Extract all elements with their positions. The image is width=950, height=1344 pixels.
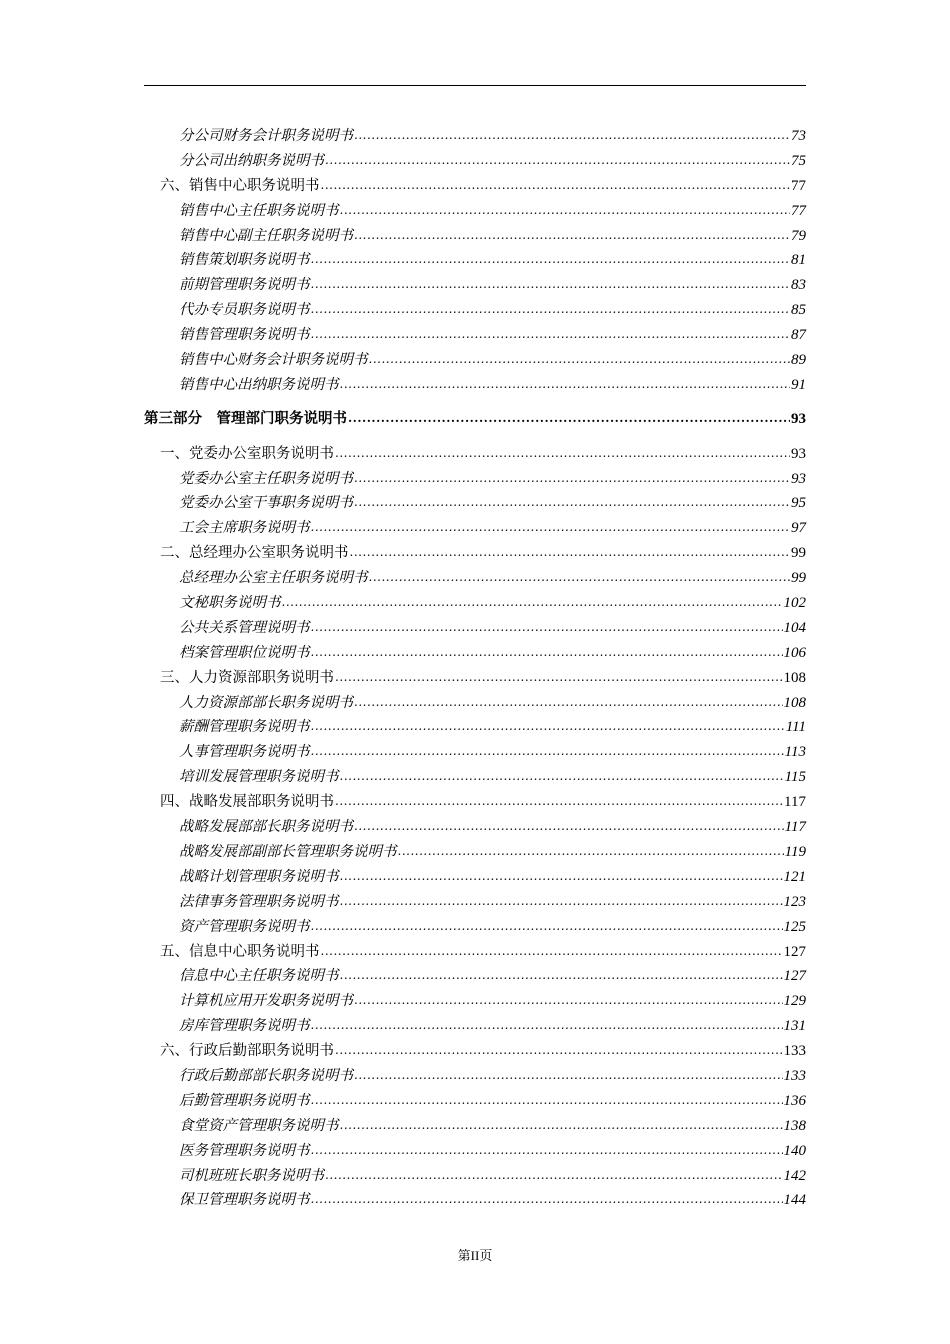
toc-entry-label: 人事管理职务说明书 bbox=[179, 744, 310, 761]
toc-page-number: 106 bbox=[783, 644, 806, 661]
toc-entry-label: 工会主席职务说明书 bbox=[179, 520, 310, 537]
toc-page-number: 91 bbox=[791, 376, 806, 393]
toc-dot-leader bbox=[369, 565, 791, 590]
toc-entry-label: 司机班班长职务说明书 bbox=[179, 1167, 324, 1184]
toc-entry-label: 房库管理职务说明书 bbox=[179, 1018, 310, 1035]
page-number-label: 第II页 bbox=[457, 1248, 493, 1263]
toc-dot-leader bbox=[354, 466, 790, 491]
toc-page-number: 102 bbox=[783, 595, 806, 612]
toc-page-number: 133 bbox=[783, 1043, 806, 1060]
toc-section-entry[interactable] bbox=[144, 666, 806, 691]
toc-dot-leader bbox=[340, 198, 791, 223]
toc-dot-leader bbox=[311, 1138, 783, 1163]
toc-subsection-entry[interactable] bbox=[144, 691, 806, 716]
toc-entry-label: 二、总经理办公室职务说明书 bbox=[160, 545, 349, 562]
toc-entry-label: 培训发展管理职务说明书 bbox=[179, 769, 339, 786]
toc-section-entry[interactable] bbox=[144, 174, 806, 199]
toc-page-number: 115 bbox=[784, 769, 806, 786]
toc-subsection-entry[interactable] bbox=[144, 124, 806, 149]
toc-subsection-entry[interactable] bbox=[144, 491, 806, 516]
toc-entry-label: 一、党委办公室职务说明书 bbox=[160, 445, 334, 462]
toc-entry-label: 计算机应用开发职务说明书 bbox=[179, 993, 353, 1010]
toc-subsection-entry[interactable] bbox=[144, 840, 806, 865]
toc-entry-label: 销售管理职务说明书 bbox=[179, 327, 310, 344]
toc-entry-label: 行政后勤部部长职务说明书 bbox=[179, 1067, 353, 1084]
toc-entry-label: 法律事务管理职务说明书 bbox=[179, 893, 339, 910]
toc-page-number: 127 bbox=[783, 943, 806, 960]
toc-subsection-entry[interactable] bbox=[144, 224, 806, 249]
toc-subsection-entry[interactable] bbox=[144, 248, 806, 273]
toc-entry-label: 分公司财务会计职务说明书 bbox=[179, 128, 353, 144]
toc-page-number: 99 bbox=[791, 545, 806, 562]
toc-page-number: 136 bbox=[783, 1092, 806, 1109]
toc-subsection-entry[interactable] bbox=[144, 765, 806, 790]
toc-dot-leader bbox=[369, 347, 791, 372]
toc-dot-leader bbox=[350, 540, 791, 565]
toc-entry-label: 五、信息中心职务说明书 bbox=[160, 943, 320, 960]
toc-page-number: 108 bbox=[783, 669, 806, 686]
toc-entry-label: 销售中心主任职务说明书 bbox=[179, 202, 339, 219]
toc-subsection-entry[interactable] bbox=[144, 199, 806, 224]
toc-dot-leader bbox=[311, 640, 783, 665]
toc-subsection-entry[interactable] bbox=[144, 149, 806, 174]
toc-page-number: 144 bbox=[783, 1192, 806, 1209]
toc-dot-leader bbox=[354, 223, 790, 248]
toc-dot-leader bbox=[311, 322, 791, 347]
toc-page-number: 75 bbox=[791, 152, 806, 169]
toc-subsection-entry[interactable] bbox=[144, 1139, 806, 1164]
toc-part-heading[interactable] bbox=[144, 407, 806, 432]
toc-subsection-entry[interactable] bbox=[144, 989, 806, 1014]
toc-page-number: 119 bbox=[784, 843, 806, 860]
toc-subsection-entry[interactable] bbox=[144, 1188, 806, 1213]
toc-dot-leader bbox=[311, 297, 791, 322]
toc-dot-leader bbox=[354, 988, 783, 1013]
toc-page-number: 113 bbox=[784, 744, 806, 761]
toc-subsection-entry[interactable] bbox=[144, 715, 806, 740]
toc-entry-label: 销售中心副主任职务说明书 bbox=[179, 227, 353, 244]
toc-section-entry[interactable] bbox=[144, 442, 806, 467]
toc-dot-leader bbox=[354, 1063, 783, 1088]
toc-section-entry[interactable] bbox=[144, 940, 806, 965]
toc-dot-leader bbox=[354, 814, 784, 839]
toc-dot-leader bbox=[321, 173, 791, 198]
toc-entry-label: 第三部分 管理部门职务说明书 bbox=[144, 409, 347, 427]
toc-page-number: 117 bbox=[784, 819, 806, 836]
toc-dot-leader bbox=[354, 690, 783, 715]
toc-entry-label: 信息中心主任职务说明书 bbox=[179, 968, 339, 985]
toc-entry-label: 资产管理职务说明书 bbox=[179, 918, 310, 935]
toc-page-number: 81 bbox=[791, 252, 806, 269]
toc-dot-leader bbox=[348, 406, 790, 431]
toc-subsection-entry[interactable] bbox=[144, 467, 806, 492]
toc-entry-label: 销售中心财务会计职务说明书 bbox=[179, 352, 368, 369]
toc-dot-leader bbox=[354, 123, 790, 148]
toc-page-number: 93 bbox=[791, 410, 806, 427]
toc-subsection-entry[interactable] bbox=[144, 616, 806, 641]
toc-entry-label: 档案管理职位说明书 bbox=[179, 644, 310, 661]
toc-entry-label: 分公司出纳职务说明书 bbox=[179, 152, 324, 169]
toc-dot-leader bbox=[335, 789, 783, 814]
toc-dot-leader bbox=[311, 714, 785, 739]
toc-subsection-entry[interactable] bbox=[144, 591, 806, 616]
toc-page-number: 142 bbox=[783, 1167, 806, 1184]
toc-page-number: 104 bbox=[783, 619, 806, 636]
toc-page-number: 111 bbox=[785, 719, 806, 736]
toc-entry-label: 四、战略发展部职务说明书 bbox=[160, 794, 334, 811]
toc-entry-label: 六、销售中心职务说明书 bbox=[160, 177, 320, 194]
toc-dot-leader bbox=[311, 1187, 783, 1212]
toc-dot-leader bbox=[311, 247, 791, 272]
toc-dot-leader bbox=[340, 1113, 783, 1138]
toc-page-number: 99 bbox=[791, 570, 806, 587]
toc-page-number: 123 bbox=[783, 893, 806, 910]
toc-entry-label: 战略计划管理职务说明书 bbox=[179, 868, 339, 885]
toc-dot-leader bbox=[335, 1038, 783, 1063]
toc-dot-leader bbox=[311, 1013, 783, 1038]
toc-subsection-entry[interactable] bbox=[144, 815, 806, 840]
toc-page-number: 133 bbox=[783, 1067, 806, 1084]
toc-subsection-entry[interactable] bbox=[144, 373, 806, 398]
toc-page-number: 73 bbox=[791, 128, 806, 144]
toc-entry-label: 战略发展部副部长管理职务说明书 bbox=[179, 843, 397, 860]
toc-page-number: 85 bbox=[791, 302, 806, 319]
toc-dot-leader bbox=[340, 889, 783, 914]
toc-page-number: 131 bbox=[783, 1018, 806, 1035]
toc-page-number: 79 bbox=[791, 227, 806, 244]
toc-page-number: 117 bbox=[784, 794, 806, 811]
toc-entry-label: 销售中心出纳职务说明书 bbox=[179, 376, 339, 393]
toc-entry-label: 党委办公室干事职务说明书 bbox=[179, 495, 353, 512]
toc-entry-label: 六、行政后勤部职务说明书 bbox=[160, 1043, 334, 1060]
header-rule bbox=[144, 85, 806, 86]
toc-dot-leader bbox=[340, 764, 784, 789]
toc-subsection-entry[interactable] bbox=[144, 890, 806, 915]
toc-page-number: 108 bbox=[783, 694, 806, 711]
toc-dot-leader bbox=[311, 914, 783, 939]
toc-subsection-entry[interactable] bbox=[144, 1014, 806, 1039]
toc-entry-label: 文秘职务说明书 bbox=[179, 595, 281, 612]
toc-entry-label: 总经理办公室主任职务说明书 bbox=[179, 570, 368, 587]
toc-subsection-entry[interactable] bbox=[144, 1114, 806, 1139]
toc-subsection-entry[interactable] bbox=[144, 1164, 806, 1189]
toc-entry-label: 战略发展部部长职务说明书 bbox=[179, 819, 353, 836]
toc-page-number: 97 bbox=[791, 520, 806, 537]
toc-dot-leader bbox=[398, 839, 784, 864]
toc-section-entry[interactable] bbox=[144, 1039, 806, 1064]
toc-subsection-entry[interactable] bbox=[144, 1064, 806, 1089]
toc-dot-leader bbox=[311, 272, 791, 297]
toc-page-number: 127 bbox=[783, 968, 806, 985]
table-of-contents bbox=[144, 124, 806, 1213]
toc-subsection-entry[interactable] bbox=[144, 273, 806, 298]
toc-entry-label: 医务管理职务说明书 bbox=[179, 1142, 310, 1159]
toc-subsection-entry[interactable] bbox=[144, 323, 806, 348]
toc-page-number: 125 bbox=[783, 918, 806, 935]
toc-page-number: 93 bbox=[791, 445, 806, 462]
toc-dot-leader bbox=[321, 939, 783, 964]
toc-page-number: 129 bbox=[783, 993, 806, 1010]
toc-subsection-entry[interactable] bbox=[144, 566, 806, 591]
toc-section-entry[interactable] bbox=[144, 541, 806, 566]
toc-page-number: 77 bbox=[791, 202, 806, 219]
toc-dot-leader bbox=[311, 515, 791, 540]
toc-entry-label: 食堂资产管理职务说明书 bbox=[179, 1117, 339, 1134]
toc-page-number: 138 bbox=[783, 1117, 806, 1134]
toc-dot-leader bbox=[340, 372, 791, 397]
toc-entry-label: 代办专员职务说明书 bbox=[179, 302, 310, 319]
toc-dot-leader bbox=[282, 590, 783, 615]
toc-dot-leader bbox=[335, 665, 783, 690]
toc-dot-leader bbox=[311, 739, 784, 764]
toc-subsection-entry[interactable] bbox=[144, 964, 806, 989]
toc-dot-leader bbox=[354, 490, 790, 515]
toc-page-number: 93 bbox=[791, 470, 806, 487]
toc-subsection-entry[interactable] bbox=[144, 915, 806, 940]
toc-entry-label: 销售策划职务说明书 bbox=[179, 252, 310, 269]
toc-entry-label: 三、人力资源部职务说明书 bbox=[160, 669, 334, 686]
toc-dot-leader bbox=[340, 864, 783, 889]
toc-subsection-entry[interactable] bbox=[144, 298, 806, 323]
toc-subsection-entry[interactable] bbox=[144, 516, 806, 541]
toc-dot-leader bbox=[311, 1088, 783, 1113]
toc-entry-label: 后勤管理职务说明书 bbox=[179, 1092, 310, 1109]
toc-dot-leader bbox=[311, 615, 783, 640]
toc-dot-leader bbox=[340, 963, 783, 988]
toc-subsection-entry[interactable] bbox=[144, 740, 806, 765]
toc-page-number: 87 bbox=[791, 327, 806, 344]
toc-page-number: 77 bbox=[791, 177, 806, 194]
toc-entry-label: 党委办公室主任职务说明书 bbox=[179, 470, 353, 487]
toc-dot-leader bbox=[335, 441, 790, 466]
toc-page-number: 89 bbox=[791, 352, 806, 369]
toc-subsection-entry[interactable] bbox=[144, 641, 806, 666]
toc-entry-label: 薪酬管理职务说明书 bbox=[179, 719, 310, 736]
toc-entry-label: 保卫管理职务说明书 bbox=[179, 1192, 310, 1209]
toc-dot-leader bbox=[325, 148, 790, 173]
toc-entry-label: 人力资源部部长职务说明书 bbox=[179, 694, 353, 711]
toc-page-number: 121 bbox=[783, 868, 806, 885]
page-footer bbox=[0, 1245, 950, 1264]
toc-subsection-entry[interactable] bbox=[144, 348, 806, 373]
toc-subsection-entry[interactable] bbox=[144, 1089, 806, 1114]
toc-page-number: 140 bbox=[783, 1142, 806, 1159]
toc-subsection-entry[interactable] bbox=[144, 865, 806, 890]
toc-entry-label: 公共关系管理说明书 bbox=[179, 619, 310, 636]
toc-page-number: 95 bbox=[791, 495, 806, 512]
toc-page-number: 83 bbox=[791, 277, 806, 294]
toc-entry-label: 前期管理职务说明书 bbox=[179, 277, 310, 294]
toc-section-entry[interactable] bbox=[144, 790, 806, 815]
toc-dot-leader bbox=[325, 1163, 783, 1188]
